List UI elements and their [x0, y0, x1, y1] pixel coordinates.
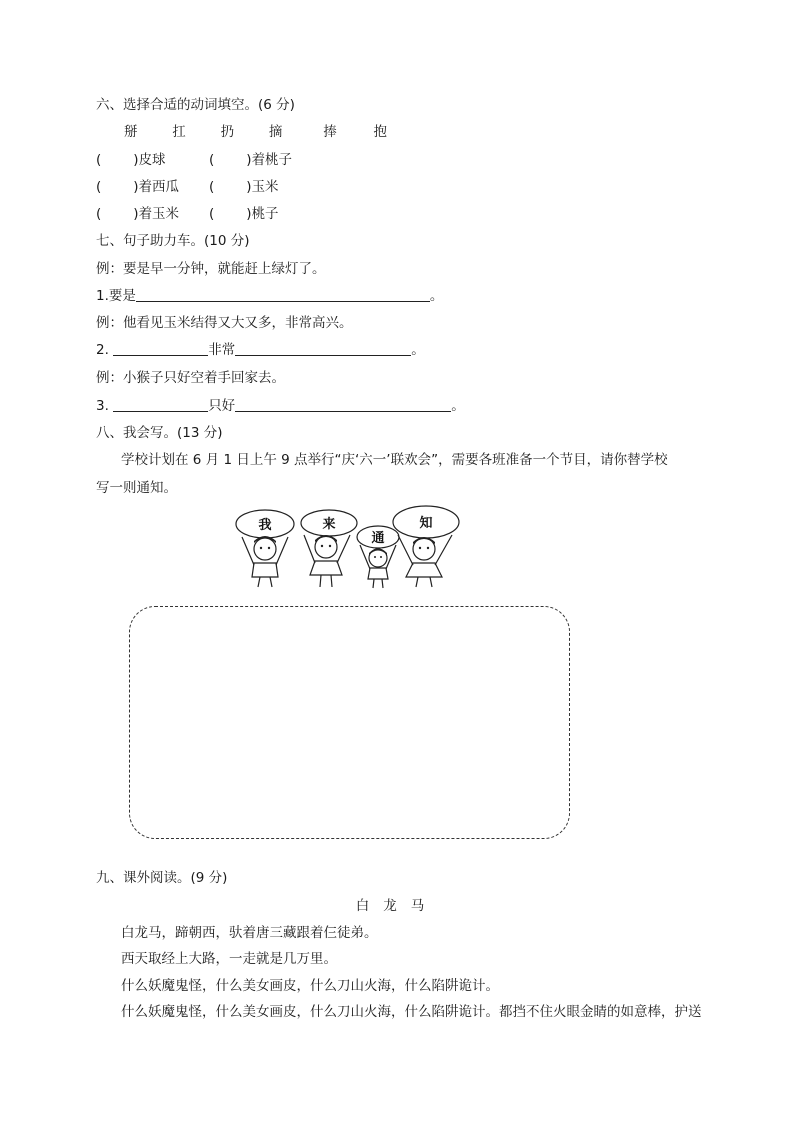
- sign-char-1: 我: [258, 518, 272, 533]
- sign-char-2: 来: [322, 517, 336, 532]
- prompt-line-2: 写一则通知。: [96, 480, 177, 496]
- question-1: [96, 286, 443, 306]
- sign-char-4: 知: [419, 516, 433, 531]
- prompt-line-1: 学校计划在 6 月 1 日上午 9 点举行“庆‘六一’联欢会”，需要各班准备一个节目，请你替学校: [121, 452, 668, 468]
- q3-suffix: 。: [451, 398, 465, 414]
- paren-close: ): [133, 206, 139, 222]
- fill-row-1: [96, 150, 166, 170]
- paren-close: ): [133, 152, 139, 168]
- word-5: 捧: [323, 124, 337, 140]
- paren-close: ): [246, 179, 252, 195]
- fill-row-1b: [209, 150, 292, 170]
- phrase: 玉米: [251, 179, 279, 195]
- phrase: 着西瓜: [138, 179, 180, 195]
- q2-prefix: 2.: [96, 342, 109, 358]
- q3-answer-line-1[interactable]: [113, 397, 208, 412]
- example-3: 例：小猴子只好空着手回家去。: [96, 370, 285, 386]
- q2-suffix: 。: [411, 342, 425, 358]
- word-3: 扔: [220, 124, 235, 140]
- q3-prefix: 3.: [96, 398, 109, 414]
- fill-row-3b: [209, 204, 279, 224]
- q3-mid: 只好: [208, 398, 236, 414]
- word-4: 摘: [268, 124, 283, 140]
- paren-close: ): [246, 206, 252, 222]
- q2-mid: 非常: [208, 342, 236, 358]
- example-1: 例：要是早一分钟，就能赶上绿灯了。: [96, 261, 326, 277]
- word-bank: [124, 122, 413, 142]
- paren-open: (: [96, 179, 102, 195]
- question-3: [96, 396, 465, 416]
- phrase: 着玉米: [138, 206, 180, 222]
- q3-answer-line-2[interactable]: [235, 397, 451, 412]
- paren-open: (: [209, 179, 215, 195]
- section-6-heading: 六、选择合适的动词填空。(6 分): [96, 97, 295, 113]
- word-1: 掰: [124, 124, 138, 140]
- q1-answer-line[interactable]: [136, 287, 430, 302]
- q2-answer-line-1[interactable]: [113, 341, 208, 356]
- reading-line-2: 西天取经上大路，一走就是几万里。: [121, 951, 337, 967]
- fill-row-3: [96, 204, 179, 224]
- question-2: [96, 340, 425, 360]
- word-6: 抱: [373, 124, 387, 140]
- paren-close: ): [246, 152, 252, 168]
- phrase: 着桃子: [251, 152, 293, 168]
- paren-close: ): [133, 179, 139, 195]
- section-8-heading: 八、我会写。(13 分): [96, 425, 223, 441]
- fill-row-2b: [209, 177, 279, 197]
- paren-open: (: [96, 206, 102, 222]
- writing-answer-box[interactable]: [129, 606, 570, 839]
- q1-suffix: 。: [429, 288, 444, 304]
- reading-line-4: 什么妖魔鬼怪，什么美女画皮，什么刀山火海，什么陷阱诡计。都挡不住火眼金睛的如意棒，护送: [121, 1004, 702, 1020]
- reading-title: 白龙马: [355, 898, 439, 914]
- paren-open: (: [209, 152, 215, 168]
- phrase: 桃子: [251, 206, 279, 222]
- paren-open: (: [96, 152, 102, 168]
- fill-row-2: [96, 177, 179, 197]
- section-7-heading: 七、句子助力车。(10 分): [96, 233, 250, 249]
- reading-line-3: 什么妖魔鬼怪，什么美女画皮，什么刀山火海，什么陷阱诡计。: [121, 978, 499, 994]
- q1-prefix: 1.要是: [96, 288, 136, 304]
- sign-char-3: 通: [371, 531, 385, 546]
- kids-holding-signs-illustration: [232, 505, 468, 589]
- section-9-heading: 九、课外阅读。(9 分): [96, 870, 228, 886]
- phrase: 皮球: [138, 152, 166, 168]
- word-2: 扛: [172, 124, 186, 140]
- reading-line-1: 白龙马，蹄朝西，驮着唐三藏跟着仨徒弟。: [121, 925, 378, 941]
- example-2: 例：他看见玉米结得又大又多，非常高兴。: [96, 315, 353, 331]
- q2-answer-line-2[interactable]: [235, 341, 411, 356]
- paren-open: (: [209, 206, 215, 222]
